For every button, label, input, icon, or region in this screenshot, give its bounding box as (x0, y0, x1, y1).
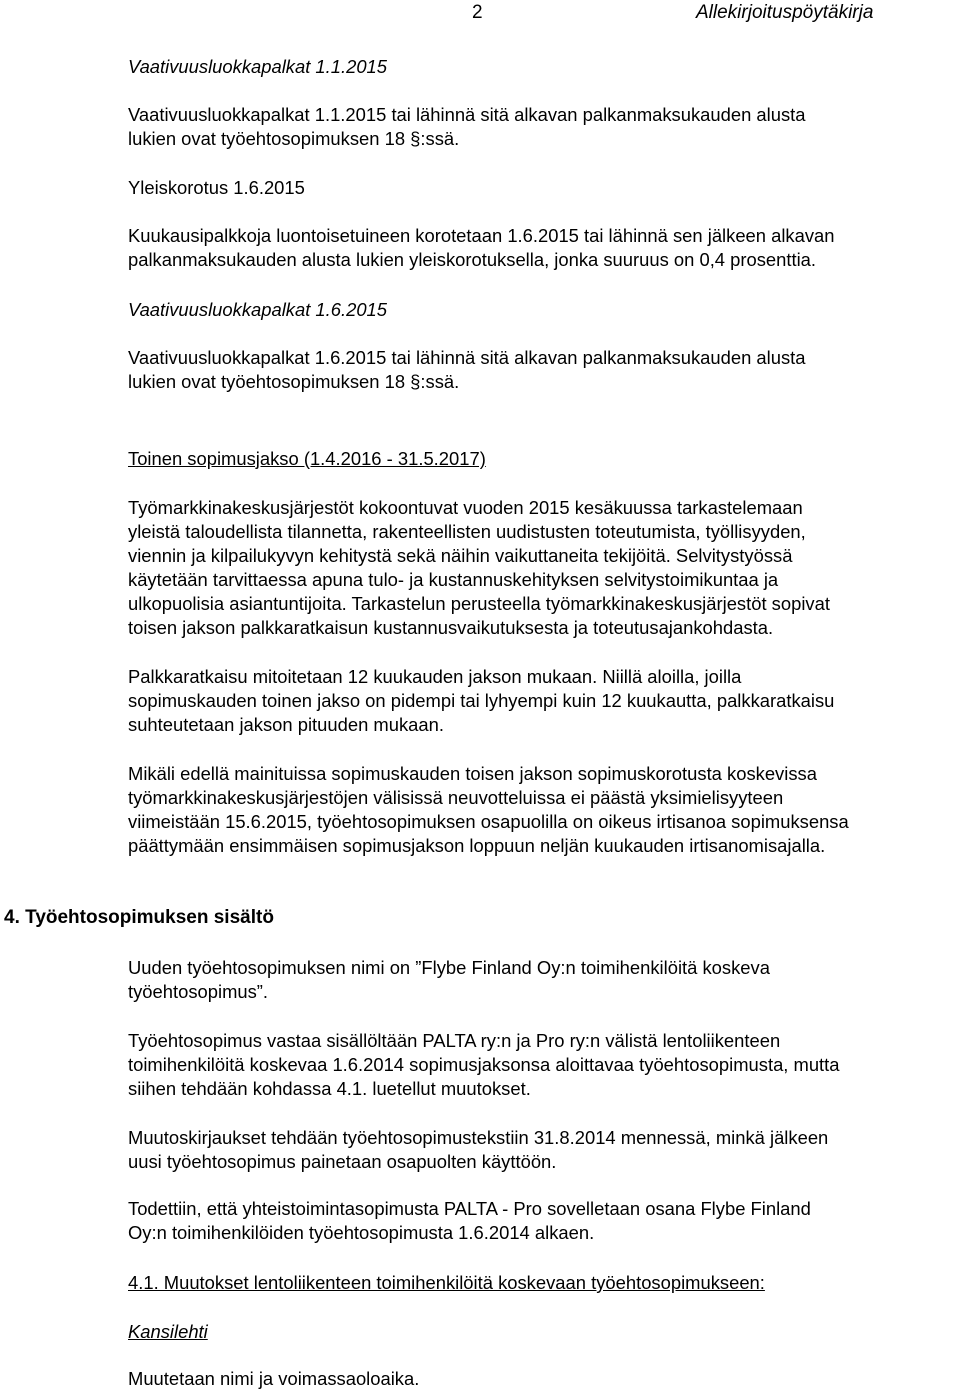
paragraph-line: käytetään tarvittaessa apuna tulo- ja kustannuskehityksen selvitystoimikuntaa ja (128, 569, 779, 590)
paragraph-line: työmarkkinakeskusjärjestöjen välisissä neuvotteluissa ei päästä yksimielisyyteen (128, 787, 784, 808)
paragraph-line: Uuden työehtosopimuksen nimi on ”Flybe Finland Oy:n toimihenkilöitä koskeva (128, 957, 770, 978)
section-4-paragraph-1 (128, 956, 958, 1004)
section-4-paragraph-4 (128, 1197, 958, 1245)
toinen-sopimusjakso-heading: Toinen sopimusjakso (1.4.2016 - 31.5.2017) (128, 448, 486, 469)
document-title: Allekirjoituspöytäkirja (696, 2, 874, 23)
yleiskorotus-heading: Yleiskorotus 1.6.2015 (128, 177, 305, 198)
paragraph-line: ulkopuolisia asiantuntijoita. Tarkastelun perusteella työmarkkinakeskusjärjestöt sopivat (128, 593, 830, 614)
paragraph-line: Työehtosopimus vastaa sisällöltään PALTA ry:n ja Pro ry:n välistä lentoliikenteen (128, 1030, 781, 1051)
paragraph-line: Oy:n toimihenkilöiden työehtosopimusta 1.6.2014 alkaen. (128, 1222, 595, 1243)
paragraph-line: Kuukausipalkkoja luontoisetuineen korotetaan 1.6.2015 tai lähinnä sen jälkeen alkavan (128, 225, 835, 246)
paragraph-line: palkanmaksukauden alusta lukien yleiskorotuksella, jonka suuruus on 0,4 prosenttia. (128, 249, 817, 270)
kansilehti-text: Muutetaan nimi ja voimassaoloaika. (128, 1368, 420, 1389)
page-number: 2 (472, 2, 483, 23)
paragraph-line: työehtosopimus”. (128, 981, 269, 1002)
paragraph-line: Mikäli edellä mainituissa sopimuskauden toisen jakson sopimuskorotusta koskevissa (128, 763, 817, 784)
toinen-paragraph-3 (128, 762, 958, 858)
section-4-1-heading: 4.1. Muutokset lentoliikenteen toimihenkilöitä koskevaan työehtosopimukseen: (128, 1272, 765, 1293)
paragraph-line: yleistä taloudellista tilannetta, rakenteellisten uudistusten toteutumista, työllisyyden, (128, 521, 806, 542)
paragraph-line: lukien ovat työehtosopimuksen 18 §:ssä. (128, 128, 460, 149)
toinen-paragraph-1 (128, 496, 958, 640)
paragraph-line: Muutoskirjaukset tehdään työehtosopimustekstiin 31.8.2014 mennessä, minkä jälkeen (128, 1127, 829, 1148)
paragraph-line: toimihenkilöitä koskevaa 1.6.2014 sopimusjaksonsa aloittavaa työehtosopimusta, mutta (128, 1054, 840, 1075)
vaativuus-0615-heading: Vaativuusluokkapalkat 1.6.2015 (128, 299, 388, 320)
paragraph-line: Todettiin, että yhteistoimintasopimusta PALTA - Pro sovelletaan osana Flybe Finland (128, 1198, 811, 1219)
paragraph-line: Vaativuusluokkapalkat 1.1.2015 tai lähinnä sitä alkavan palkanmaksukauden alusta (128, 104, 806, 125)
yleiskorotus-paragraph (128, 224, 958, 272)
paragraph-line: siihen tehdään kohdassa 4.1. luetellut muutokset. (128, 1078, 531, 1099)
paragraph-line: toisen jakson palkkaratkaisun kustannusvaikutuksesta ja toteutusajankohdasta. (128, 617, 774, 638)
paragraph-line: sopimuskauden toinen jakso on pidempi tai lyhyempi kuin 12 kuukautta, palkkaratkaisu (128, 690, 835, 711)
kansilehti-heading: Kansilehti (128, 1321, 208, 1342)
section-4-title: 4. Työehtosopimuksen sisältö (4, 907, 274, 928)
paragraph-line: suhteutetaan jakson pituuden mukaan. (128, 714, 444, 735)
paragraph-line: viennin ja kilpailukyvyn kehitystä sekä näihin vaikuttaneita tekijöitä. Selvitystyössä (128, 545, 793, 566)
section-4-paragraph-2 (128, 1029, 958, 1101)
paragraph-line: päättymään ensimmäisen sopimusjakson loppuun neljän kuukauden irtisanomisajalla. (128, 835, 826, 856)
paragraph-line: uusi työehtosopimus painetaan osapuolten käyttöön. (128, 1151, 557, 1172)
paragraph-line: lukien ovat työehtosopimuksen 18 §:ssä. (128, 371, 460, 392)
vaativuus-2015-paragraph (128, 103, 958, 151)
paragraph-line: Vaativuusluokkapalkat 1.6.2015 tai lähinnä sitä alkavan palkanmaksukauden alusta (128, 347, 806, 368)
paragraph-line: viimeistään 15.6.2015, työehtosopimuksen osapuolilla on oikeus irtisanoa sopimuksensa (128, 811, 849, 832)
paragraph-line: Palkkaratkaisu mitoitetaan 12 kuukauden jakson mukaan. Niillä aloilla, joilla (128, 666, 742, 687)
paragraph-line: Työmarkkinakeskusjärjestöt kokoontuvat vuoden 2015 kesäkuussa tarkastelemaan (128, 497, 803, 518)
vaativuus-2015-heading: Vaativuusluokkapalkat 1.1.2015 (128, 56, 388, 77)
section-4-paragraph-3 (128, 1126, 958, 1174)
vaativuus-0615-paragraph (128, 346, 958, 394)
toinen-paragraph-2 (128, 665, 958, 737)
